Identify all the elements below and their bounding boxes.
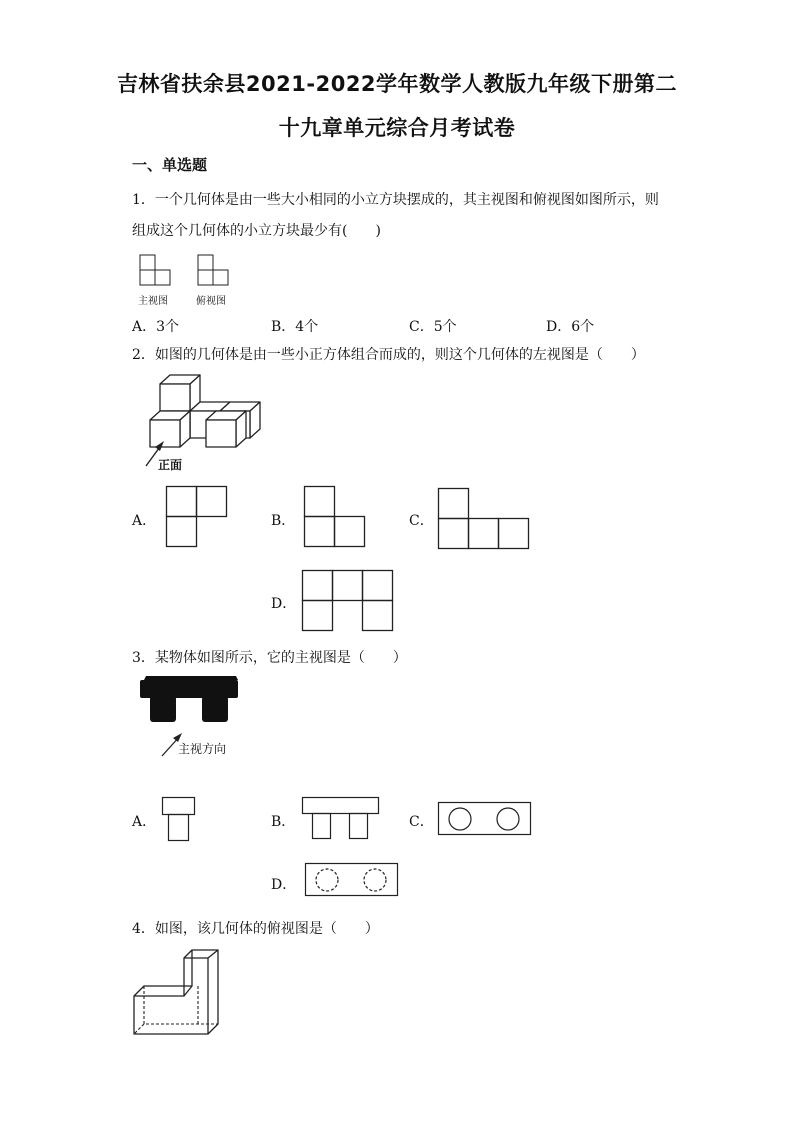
q2-front-label: 正面 (158, 458, 183, 472)
q3-option-c-figure[interactable] (438, 802, 532, 836)
q3-text: 3．某物体如图所示，它的主视图是（ ） (132, 650, 407, 666)
q3-option-b-figure[interactable] (302, 797, 382, 841)
q3-option-c[interactable]: C． (409, 814, 434, 830)
q2-option-d[interactable]: D． (271, 596, 297, 612)
q2-option-a-figure[interactable] (166, 486, 228, 548)
q1-option-b[interactable]: B．4个 (271, 319, 319, 335)
q1-option-c[interactable]: C．5个 (409, 319, 457, 335)
q3-option-a-figure[interactable] (162, 797, 196, 843)
q4-text: 4．如图，该几何体的俯视图是（ ） (132, 921, 379, 937)
q1-front-view-figure (138, 254, 178, 288)
q3-option-a[interactable]: A． (132, 814, 157, 830)
q1-top-view-figure (196, 254, 236, 288)
page-title-line-1: 吉林省扶余县2021-2022学年数学人教版九年级下册第二 (116, 72, 678, 96)
q2-option-b-figure[interactable] (304, 486, 366, 548)
section-heading: 一、单选题 (132, 156, 208, 174)
q2-option-d-figure[interactable] (302, 570, 395, 632)
q3-option-d-figure[interactable] (305, 863, 399, 897)
q1-option-a[interactable]: A．3个 (132, 319, 180, 335)
q3-option-b[interactable]: B． (271, 814, 296, 830)
q4-solid-figure (132, 950, 224, 1038)
q2-option-b[interactable]: B． (271, 513, 296, 529)
page-title-line-2: 十九章单元综合月考试卷 (278, 116, 516, 140)
q1-text-line-2: 组成这个几何体的小立方块最少有( ) (132, 223, 381, 239)
q1-top-view-label: 俯视图 (196, 296, 226, 307)
q3-option-d[interactable]: D． (271, 877, 297, 893)
q1-option-d[interactable]: D．6个 (546, 319, 595, 335)
q2-option-c[interactable]: C． (409, 513, 434, 529)
q2-option-a[interactable]: A． (132, 513, 157, 529)
q3-direction-label: 主视方向 (178, 742, 227, 756)
q2-option-c-figure[interactable] (438, 488, 530, 550)
q2-text: 2．如图的几何体是由一些小正方体组合而成的，则这个几何体的左视图是（ ） (132, 347, 645, 363)
q1-text-line-1: 1．一个几何体是由一些大小相同的小立方块摆成的，其主视图和俯视图如图所示，则 (132, 192, 659, 208)
q1-front-view-label: 主视图 (138, 296, 168, 307)
